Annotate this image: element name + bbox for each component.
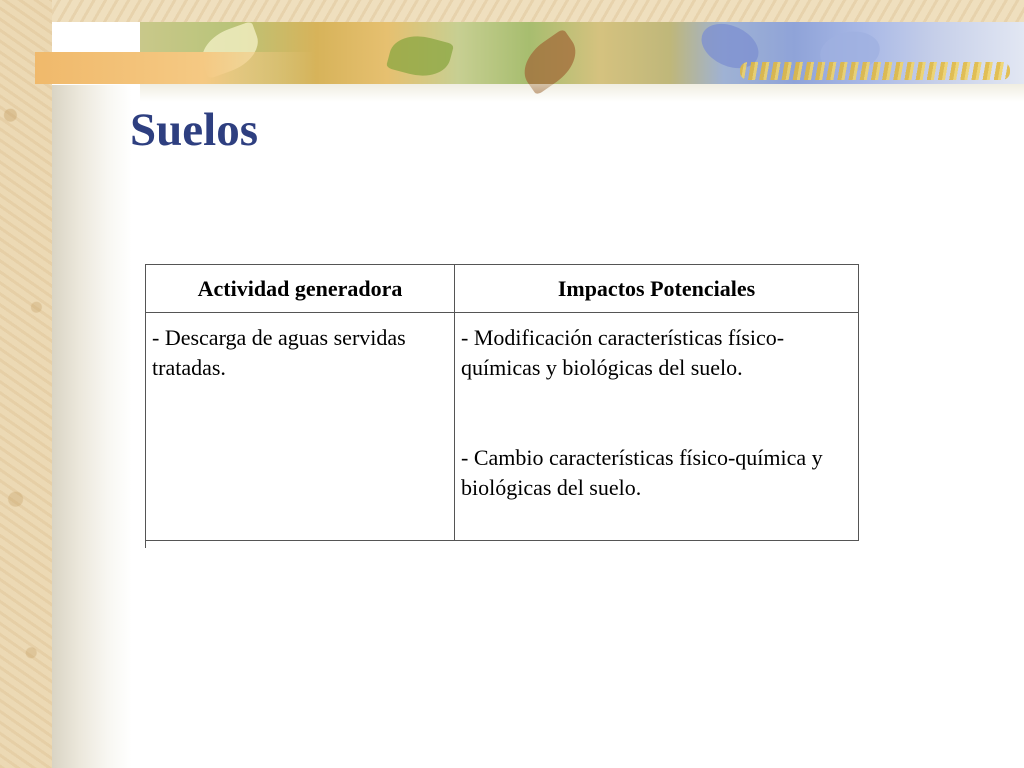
cell-actividad bbox=[146, 313, 455, 541]
table-header-row bbox=[146, 265, 859, 313]
banner-fade bbox=[140, 84, 1024, 102]
table-row bbox=[146, 313, 859, 541]
slide-title: Suelos bbox=[130, 104, 258, 156]
table-edge-tick bbox=[145, 540, 146, 548]
orange-band bbox=[35, 52, 315, 84]
impacts-table bbox=[145, 264, 859, 541]
top-parchment-band bbox=[0, 0, 1024, 22]
gold-streak bbox=[740, 62, 1010, 80]
left-shadow bbox=[52, 85, 132, 768]
left-parchment-strip bbox=[0, 0, 52, 768]
spacer bbox=[461, 383, 852, 443]
cell-impactos bbox=[455, 313, 859, 541]
header-actividad: Actividad generadora bbox=[146, 265, 455, 313]
impacto-item: - Cambio características físico-química y biológicas del suelo. bbox=[461, 445, 823, 500]
leaf-decoration bbox=[386, 29, 454, 83]
header-impactos: Impactos Potenciales bbox=[455, 265, 859, 313]
actividad-text: - Descarga de aguas servidas tratadas. bbox=[152, 325, 406, 380]
impacto-item: - Modificación características físico-químicas y biológicas del suelo. bbox=[461, 325, 785, 380]
